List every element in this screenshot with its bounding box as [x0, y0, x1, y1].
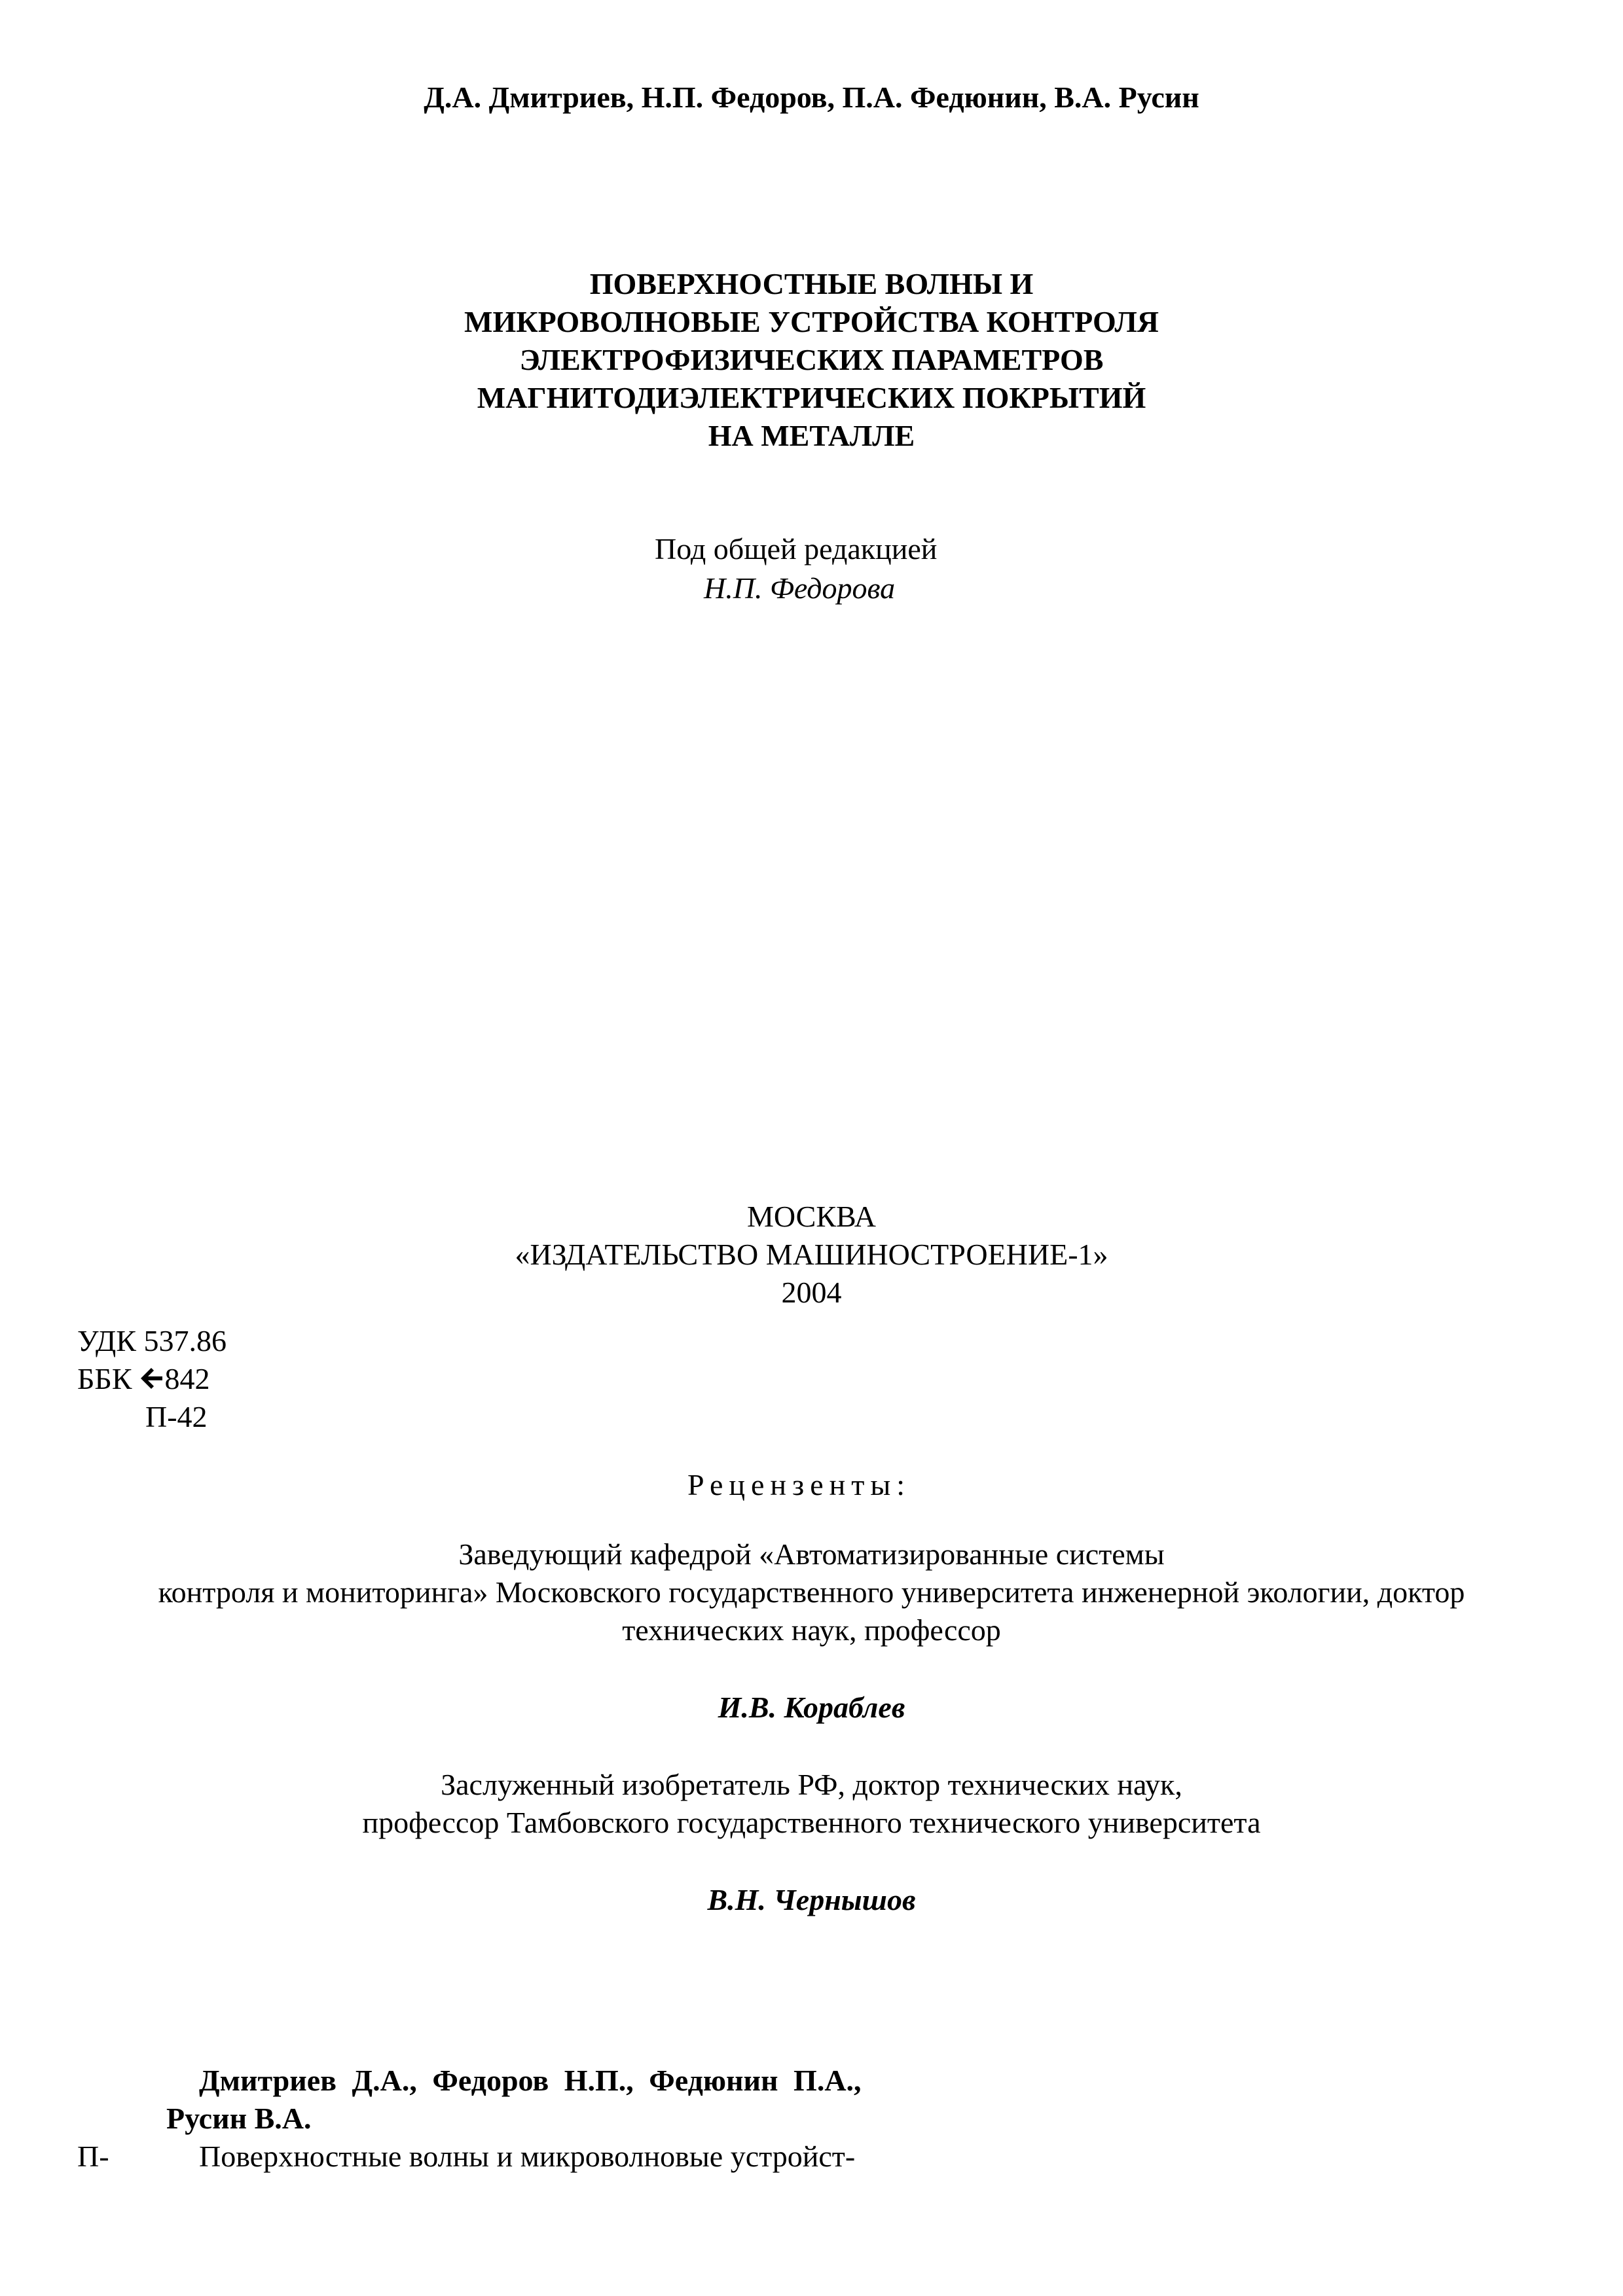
- reviewer-2-affiliation-line: Заслуженный изобретатель РФ, доктор технических наук,: [441, 1768, 1182, 1801]
- editor-label: Под общей редакцией: [655, 532, 938, 565]
- catalog-card-title: Поверхностные волны и микроволновые устройст-: [199, 2140, 856, 2173]
- catalog-card-authors: Дмитриев Д.А., Федоров Н.П., Федюнин П.А.,: [199, 2064, 862, 2097]
- title-line: МАГНИТОДИЭЛЕКТРИЧЕСКИХ ПОКРЫТИЙ: [477, 381, 1146, 414]
- catalog-card-sign: П-: [77, 2140, 109, 2173]
- catalog-card-authors-continued: Русин В.А.: [166, 2102, 312, 2135]
- title-line: ЭЛЕКТРОФИЗИЧЕСКИХ ПАРАМЕТРОВ: [519, 343, 1104, 376]
- imprint-year: 2004: [781, 1276, 842, 1309]
- reviewers-heading: Рецензенты:: [687, 1468, 911, 1501]
- book-title: [0, 265, 1623, 455]
- bbk-value: 842: [164, 1362, 210, 1395]
- udk-code: УДК 537.86: [77, 1324, 227, 1357]
- editor-name: Н.П. Федорова: [704, 571, 896, 605]
- reviewer-1-affiliation-line: контроля и мониторинга» Московского государственного университета инженерной экологии, доктор: [158, 1575, 1465, 1609]
- imprint-city: МОСКВА: [746, 1200, 877, 1233]
- reviewer-2-affiliation-line: профессор Тамбовского государственного технического университета: [362, 1806, 1261, 1839]
- title-line: МИКРОВОЛНОВЫЕ УСТРОЙСТВА КОНТРОЛЯ: [464, 305, 1159, 338]
- reviewer-1-name: И.В. Кораблев: [718, 1691, 905, 1724]
- imprint-publisher: «ИЗДАТЕЛЬСТВО МАШИНОСТРОЕНИЕ-1»: [515, 1238, 1108, 1271]
- bbk-label: ББК: [77, 1362, 132, 1395]
- bbk-code: [77, 1360, 210, 1398]
- authors-line: Д.А. Дмитриев, Н.П. Федоров, П.А. Федюнин, В.А. Русин: [424, 81, 1199, 114]
- title-line: ПОВЕРХНОСТНЫЕ ВОЛНЫ И: [589, 267, 1034, 300]
- reviewer-1-affiliation-line: Заведующий кафедрой «Автоматизированные системы: [458, 1537, 1165, 1571]
- left-arrow-icon: [139, 1365, 164, 1391]
- title-line: НА МЕТАЛЛЕ: [708, 419, 915, 452]
- reviewer-1-affiliation-line: технических наук, профессор: [622, 1613, 1001, 1647]
- author-sign-code: П-42: [145, 1400, 208, 1433]
- reviewer-2-name: В.Н. Чернышов: [707, 1883, 916, 1916]
